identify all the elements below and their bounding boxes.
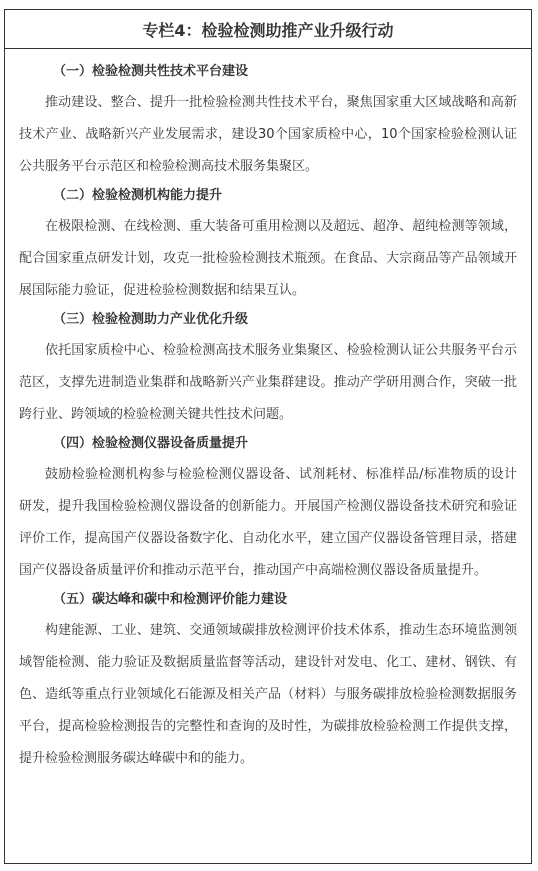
section-body: 依托国家质检中心、检验检测高技术服务业集聚区、检验检测认证公共服务平台示范区，支撑先进制造业集群和战略新兴产业集群建设。推动产学研用测合作，突破一批跨行业、跨领域的检验检测关键共性技术问题。 — [19, 343, 517, 422]
section-heading: （五）碳达峰和碳中和检测评价能力建设 — [53, 592, 288, 607]
section-heading: （四）检验检测仪器设备质量提升 — [53, 436, 249, 451]
section-heading: （二）检验检测机构能力提升 — [53, 188, 223, 203]
section-4 — [19, 435, 517, 587]
section-2 — [19, 187, 517, 307]
section-1 — [19, 63, 517, 183]
column-box — [4, 9, 532, 864]
column-content — [5, 49, 531, 775]
column-title: 专栏4：检验检测助推产业升级行动 — [5, 10, 531, 49]
section-heading: （一）检验检测共性技术平台建设 — [53, 64, 249, 79]
section-body: 推动建设、整合、提升一批检验检测共性技术平台，聚焦国家重大区域战略和高新技术产业、战略新兴产业发展需求，建设30个国家质检中心，10个国家检验检测认证公共服务平台示范区和检验检测高技术服务集聚区。 — [19, 95, 517, 174]
section-body: 在极限检测、在线检测、重大装备可重用检测以及超远、超净、超纯检测等领域，配合国家重点研发计划，攻克一批检验检测技术瓶颈。在食品、大宗商品等产品领域开展国际能力验证，促进检验检测数据和结果互认。 — [19, 219, 517, 298]
section-5 — [19, 591, 517, 775]
section-body: 构建能源、工业、建筑、交通领域碳排放检测评价技术体系，推动生态环境监测领域智能检测、能力验证及数据质量监督等活动，建设针对发电、化工、建材、钢铁、有色、造纸等重点行业领域化石能源及相关产品（材料）与服务碳排放检验检测数据服务平台，提高检验检测报告的完整性和查询的及时性，为碳排放检验检测工作提供支撑，提升检验检测服务碳达峰碳中和的能力。 — [19, 623, 517, 766]
section-body: 鼓励检验检测机构参与检验检测仪器设备、试剂耗材、标准样品/标准物质的设计研发，提升我国检验检测仪器设备的创新能力。开展国产检测仪器设备技术研究和验证评价工作，提高国产仪器设备数字化、自动化水平，建立国产仪器设备管理目录，搭建国产仪器设备质量评价和推动示范平台，推动国产中高端检测仪器设备质量提升。 — [19, 467, 517, 578]
section-heading: （三）检验检测助力产业优化升级 — [53, 312, 249, 327]
section-3 — [19, 311, 517, 431]
